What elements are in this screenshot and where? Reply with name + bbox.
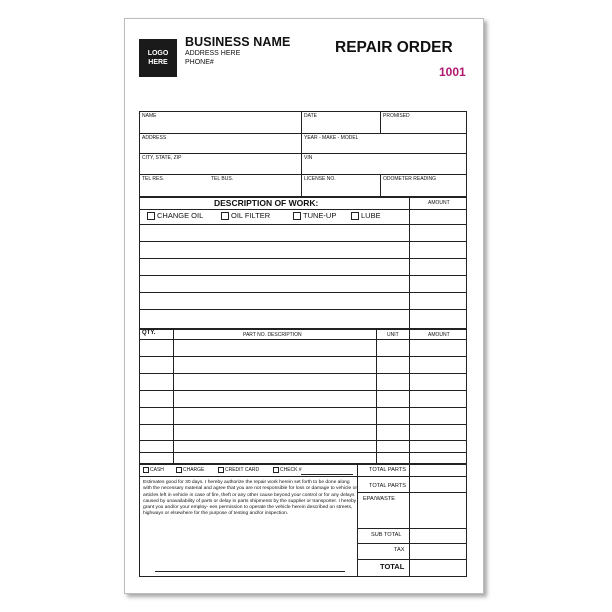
checkbox-icon: [273, 467, 279, 473]
license-field[interactable]: LICENSE NO.: [304, 176, 336, 182]
tax-label: TAX: [394, 547, 405, 553]
vin-field[interactable]: VIN: [304, 155, 313, 161]
total-parts-label-2: TOTAL PARTS: [369, 483, 406, 489]
part-description-header: PART NO. DESCRIPTION: [243, 332, 302, 338]
lube-checkbox[interactable]: LUBE: [351, 211, 381, 220]
repair-order-form: [124, 18, 484, 594]
parts-table: [139, 329, 467, 464]
business-address: ADDRESS HERE: [185, 50, 241, 57]
grand-total-label: TOTAL: [380, 562, 405, 571]
total-parts-label: TOTAL PARTS: [369, 467, 406, 473]
work-amount-header: AMOUNT: [428, 200, 450, 206]
logo-text: LOGO HERE: [147, 50, 169, 66]
date-field[interactable]: DATE: [304, 113, 317, 119]
change-oil-checkbox[interactable]: CHANGE OIL: [147, 211, 203, 220]
epa-waste-label: EPA/WASTE: [363, 496, 396, 502]
checkbox-icon: [221, 212, 229, 220]
oil-filter-checkbox[interactable]: OIL FILTER: [221, 211, 270, 220]
sub-total-label: SUB TOTAL: [371, 532, 402, 538]
customer-info-grid: [139, 111, 467, 197]
odometer-field[interactable]: ODOMETER READING: [383, 176, 437, 182]
order-number: 1001: [439, 65, 466, 79]
unit-header: UNIT: [387, 332, 399, 338]
address-field[interactable]: ADDRESS: [142, 135, 167, 141]
checkbox-icon: [143, 467, 149, 473]
city-state-zip-field[interactable]: CITY, STATE, ZIP: [142, 155, 182, 161]
charge-checkbox[interactable]: CHARGE: [176, 467, 204, 473]
vehicle-field[interactable]: YEAR - MAKE - MODEL: [304, 135, 359, 141]
logo-placeholder: [139, 39, 177, 77]
tel-bus-field[interactable]: TEL BUS.: [211, 176, 234, 182]
terms-text: Estimates good for 30 days. I hereby authorize the repair work herein set forth to be done along with the necessary material and agree that you are not responsible for loss or damage to vehicle or articles left in vehicle in case of fire, theft or any other cause beyond your control or for any delays caused by unavailability of parts or delay in parts shipments by the supplier or transporter. I hereby grant you and/or your employ- ees permission to operate the vehicle herein described on streets, highways or elsewhere for the purpose of testing and/or inspection.: [143, 480, 357, 517]
business-phone: PHONE#: [185, 59, 214, 66]
checkbox-icon: [218, 467, 224, 473]
cash-checkbox[interactable]: CASH: [143, 467, 164, 473]
business-name: BUSINESS NAME: [185, 35, 291, 49]
tel-res-field[interactable]: TEL RES.: [142, 176, 165, 182]
qty-header: QTY.: [142, 330, 156, 336]
name-field[interactable]: NAME: [142, 113, 157, 119]
check-number-line: [301, 474, 353, 475]
credit-card-checkbox[interactable]: CREDIT CARD: [218, 467, 259, 473]
checkbox-icon: [351, 212, 359, 220]
check-checkbox[interactable]: CHECK #: [273, 467, 302, 473]
parts-amount-header: AMOUNT: [428, 332, 450, 338]
work-title: DESCRIPTION OF WORK:: [214, 198, 319, 208]
signature-line: [155, 571, 345, 572]
tune-up-checkbox[interactable]: TUNE-UP: [293, 211, 336, 220]
checkbox-icon: [176, 467, 182, 473]
form-title: REPAIR ORDER: [335, 39, 453, 56]
checkbox-icon: [147, 212, 155, 220]
promised-field[interactable]: PROMISED: [383, 113, 410, 119]
checkbox-icon: [293, 212, 301, 220]
